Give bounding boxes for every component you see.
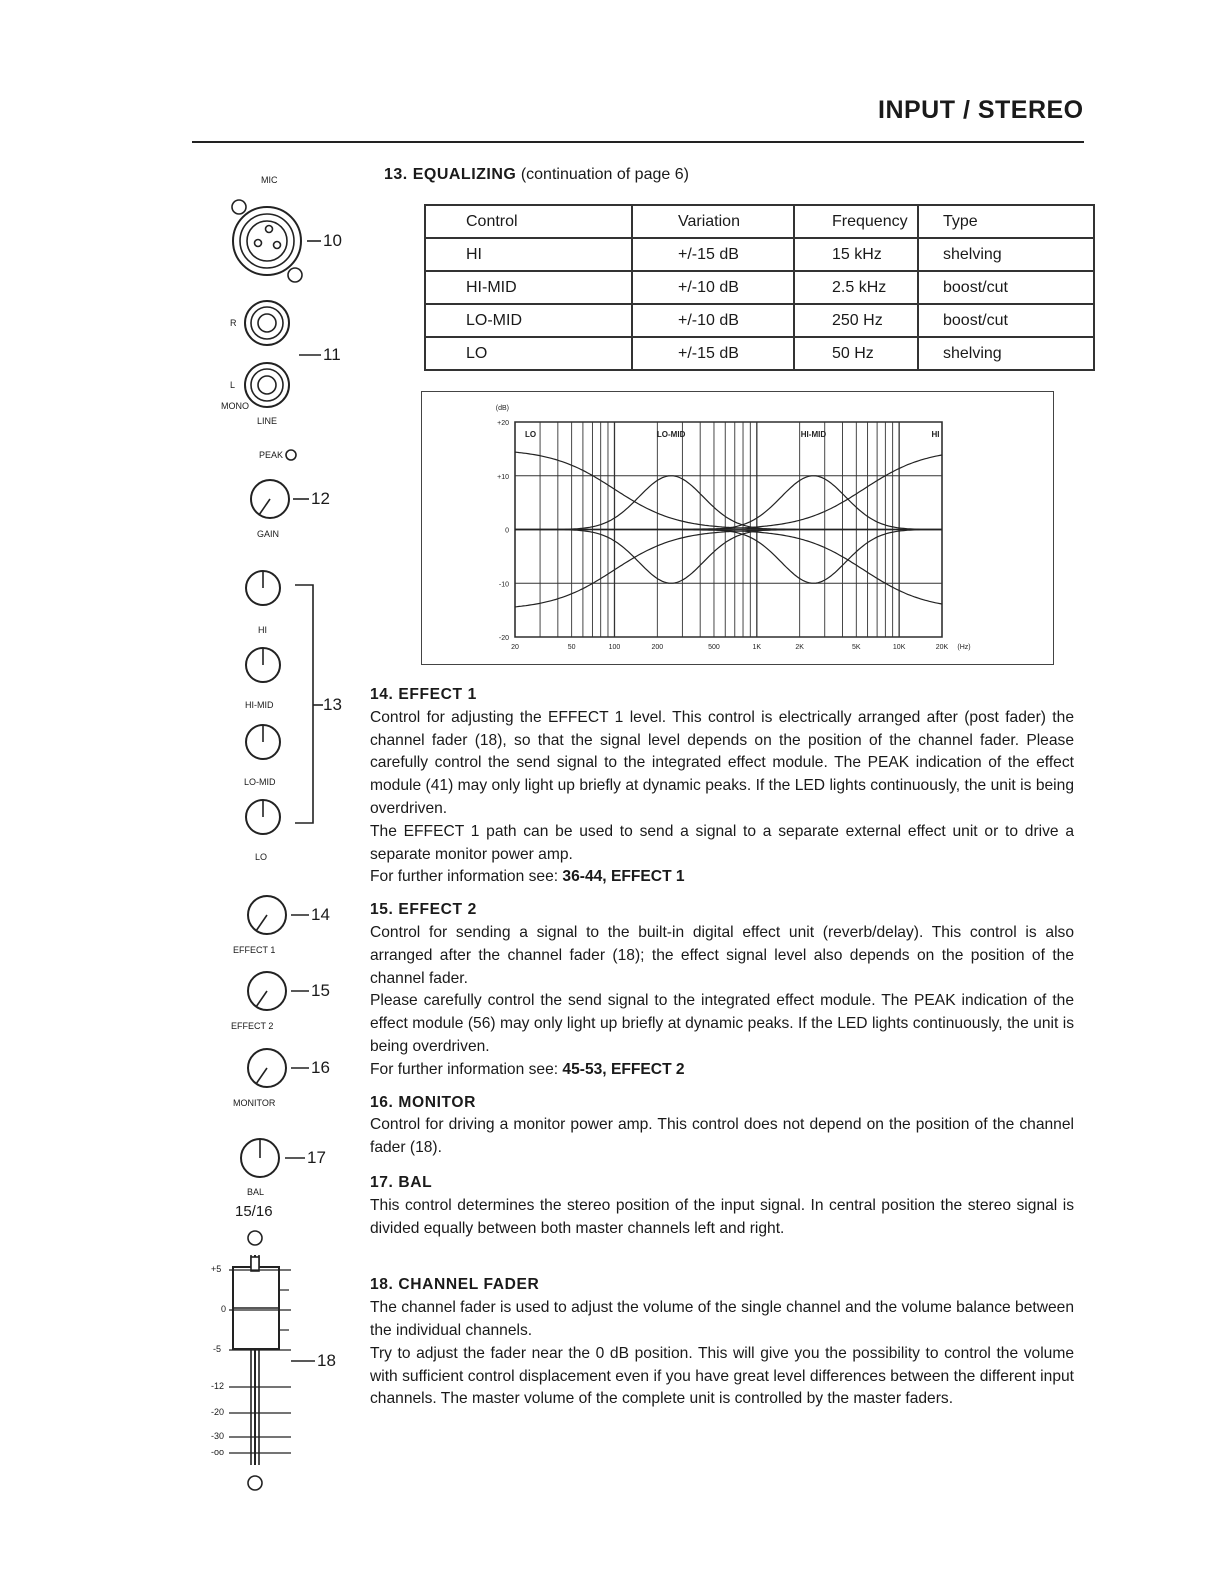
x-tick-label: 50 — [567, 644, 576, 651]
lo-label: LO — [255, 852, 268, 862]
callout-10: 10 — [323, 231, 342, 250]
section-13-number: 13. — [384, 166, 408, 183]
table-header-cell: Type — [918, 205, 1094, 238]
screw-icon — [288, 268, 302, 282]
table-cell: +/-15 dB — [632, 337, 794, 370]
section-13-title — [384, 166, 689, 184]
callout-16: 16 — [311, 1058, 330, 1077]
line-label: LINE — [257, 416, 278, 426]
eq-curve-lo-mid — [515, 530, 942, 584]
section-17-title: 17. BAL — [370, 1173, 433, 1191]
table-row — [425, 304, 1094, 337]
band-label: LO — [525, 430, 537, 439]
section-15-para: Please carefully control the send signal to the integrated effect module. The PEAK indication of the effect module (56) may only light up briefly at dynamic peaks. If the LED lights continuously, the unit is being overdriven. — [370, 992, 1074, 1055]
hi-mid-label: HI-MID — [245, 700, 274, 710]
x-tick-label: 100 — [608, 644, 621, 651]
fader-scale-label: -30 — [211, 1431, 225, 1441]
section-15-ref-link: 45-53, EFFECT 2 — [562, 1060, 685, 1078]
table-cell: 50 Hz — [794, 337, 918, 370]
hi-label: HI — [258, 625, 267, 635]
section-15-ref-lead: For further information see: — [370, 1060, 563, 1078]
mic-label: MIC — [261, 175, 278, 185]
section-15-ref — [370, 1059, 1074, 1082]
section-14-title: 14. EFFECT 1 — [370, 686, 477, 703]
effect1-label: EFFECT 1 — [233, 945, 276, 955]
table-cell: +/-10 dB — [632, 304, 794, 337]
xlr-socket-icon — [233, 207, 301, 275]
table-cell: shelving — [918, 238, 1094, 271]
l-label: L — [230, 380, 236, 390]
x-tick-label: 2K — [795, 644, 804, 651]
body-text — [370, 684, 1074, 1411]
screw-icon — [232, 200, 246, 214]
eq-curve-hi-mid — [515, 476, 942, 530]
eq-chart-svg — [422, 392, 1053, 664]
table-cell: boost/cut — [918, 271, 1094, 304]
table-cell: +/-10 dB — [632, 271, 794, 304]
fader-scale-label: 0 — [221, 1304, 227, 1314]
fader-scale-label: -20 — [211, 1407, 225, 1417]
table-cell: LO-MID — [425, 304, 632, 337]
section-13-name: EQUALIZING — [412, 166, 517, 183]
fader-scale-label: +5 — [211, 1264, 222, 1274]
fader-scale-label: -5 — [213, 1344, 222, 1354]
x-tick-label: 10K — [892, 644, 906, 651]
table-cell: HI-MID — [425, 271, 632, 304]
section-15-title: 15. EFFECT 2 — [370, 901, 477, 919]
lo-mid-label: LO-MID — [244, 777, 276, 787]
table-row — [425, 238, 1094, 271]
section-16-title: 16. MONITOR — [370, 1093, 476, 1111]
table-cell: LO — [425, 337, 632, 370]
mono-label: MONO — [221, 401, 249, 411]
page-header: INPUT / STEREO — [878, 96, 1084, 124]
eq-frequency-chart — [421, 391, 1054, 665]
section-14-ref-link: 36-44, EFFECT 1 — [562, 868, 685, 886]
r-label: R — [230, 318, 237, 328]
y-tick-label: 0 — [505, 527, 509, 535]
callout-17: 17 — [307, 1148, 326, 1167]
x-tick-label: 200 — [651, 644, 664, 651]
callout-18: 18 — [317, 1351, 336, 1370]
section-14-para: Control for adjusting the EFFECT 1 level. This control is electrically arranged after (post fader) the channel fader (18), so that the signal level depends on the position of the channel fader. Please carefully control the send signal to the integrated effect module. The PEAK indication of the effect module (41) may only light up briefly at dynamic peaks. If the LED lights continuously, the unit is being overdriven. — [370, 708, 1074, 817]
section-18-para: Try to adjust the fader near the 0 dB position. This will give you the possibility to control the volume with sufficient control displacement even if you have great level differences between the different input channels. The master volume of the complete unit is controlled by the master faders. — [370, 1344, 1074, 1408]
table-cell: boost/cut — [918, 304, 1094, 337]
x-tick-label: 5K — [852, 644, 861, 651]
callout-15: 15 — [311, 981, 330, 1000]
x-tick-label: 500 — [708, 644, 720, 651]
table-row — [425, 271, 1094, 304]
x-tick-label: 20K — [935, 644, 949, 651]
section-18-para: The channel fader is used to adjust the volume of the single channel and the volume balance between the individual channels. — [370, 1299, 1074, 1339]
table-header-row — [425, 205, 1094, 238]
x-tick-label: 1K — [752, 644, 762, 651]
eq-table — [424, 204, 1095, 371]
section-14-ref-lead: For further information see: — [370, 868, 563, 886]
band-label: LO-MID — [656, 430, 686, 439]
section-13-heading — [384, 166, 516, 183]
callout-13: 13 — [323, 695, 342, 714]
table-header-cell: Frequency — [794, 205, 918, 238]
y-axis-label: (dB) — [495, 405, 509, 412]
gain-label: GAIN — [257, 529, 280, 539]
table-header-cell: Variation — [632, 205, 794, 238]
callout-14: 14 — [311, 905, 330, 924]
channel-number-label: 15/16 — [235, 1203, 273, 1220]
screw-icon — [248, 1476, 262, 1490]
channel-strip-illustration — [195, 165, 375, 1505]
callout-11: 11 — [323, 345, 341, 364]
table-cell: 250 Hz — [794, 304, 918, 337]
y-tick-label: -20 — [498, 635, 509, 642]
table-cell: shelving — [918, 337, 1094, 370]
y-tick-label: +10 — [497, 473, 509, 481]
section-17-para: This control determines the stereo position of the input signal. In central position the stereo signal is divided equally between both master channels left and right. — [370, 1196, 1074, 1237]
table-cell: +/-15 dB — [632, 238, 794, 271]
section-18-title: 18. CHANNEL FADER — [370, 1276, 540, 1294]
fader-scale-label: -12 — [211, 1381, 225, 1391]
table-cell: 15 kHz — [794, 238, 918, 271]
bal-label: BAL — [247, 1187, 265, 1197]
peak-led-icon — [286, 450, 296, 460]
band-label: HI — [931, 430, 940, 439]
monitor-label: MONITOR — [233, 1098, 276, 1108]
section-16-para: Control for driving a monitor power amp. This control does not depend on the position of the channel fader (18). — [370, 1116, 1074, 1157]
effect2-label: EFFECT 2 — [231, 1021, 274, 1031]
table-row — [425, 337, 1094, 370]
x-axis-label: (Hz) — [957, 644, 971, 651]
y-tick-label: -10 — [498, 581, 509, 589]
header-rule — [192, 141, 1084, 143]
table-cell: 2.5 kHz — [794, 271, 918, 304]
section-14-ref — [370, 866, 1074, 889]
screw-icon — [248, 1231, 262, 1245]
peak-label: PEAK — [259, 450, 284, 460]
eq-curve-hi-mid — [515, 530, 942, 584]
table-cell: HI — [425, 238, 632, 271]
section-13-subtitle: (continuation of page 6) — [520, 166, 689, 183]
callout-12: 12 — [311, 489, 330, 508]
section-14-para: The EFFECT 1 path can be used to send a signal to a separate external effect unit or to drive a separate monitor power amp. — [370, 822, 1074, 863]
x-tick-label: 20 — [511, 644, 519, 651]
section-15-para: Control for sending a signal to the built-in digital effect unit (reverb/delay). This control is also arranged after the channel fader (18); the effect signal level also depends on the position of the channel fader. — [370, 923, 1074, 987]
table-header-cell: Control — [425, 205, 632, 238]
y-tick-label: +20 — [497, 420, 509, 427]
fader-scale-label: -oo — [211, 1447, 225, 1457]
eq-curve-lo-mid — [515, 476, 942, 530]
band-label: HI-MID — [800, 430, 827, 439]
